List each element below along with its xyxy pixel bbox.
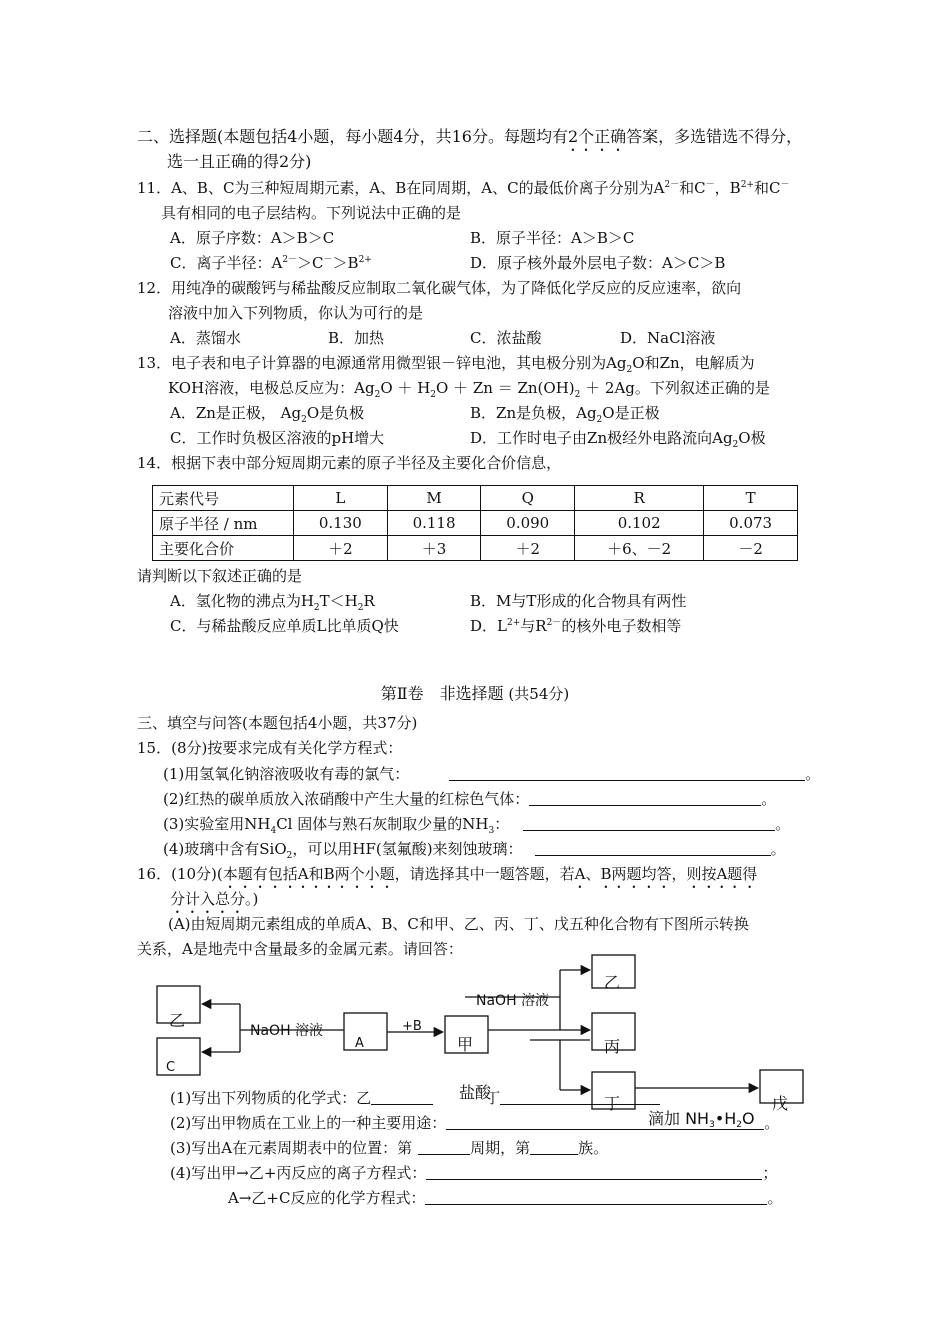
- q16-s4-end: ；: [762, 1164, 778, 1182]
- q16-sub5: [228, 1188, 782, 1208]
- table-cell: ＋2: [481, 536, 575, 561]
- q16-s3-b: 周期，第: [470, 1139, 531, 1157]
- answer-blank[interactable]: [425, 1190, 767, 1205]
- q15-s2-text: (2)红热的碳单质放入浓硝酸中产生大量的红棕色气体：: [163, 790, 530, 808]
- q13-l2-sub2: 2: [430, 390, 437, 400]
- table-cell: ＋3: [387, 536, 481, 561]
- label-dijia-c: O: [742, 1109, 755, 1128]
- q14-after: 请判断以下叙述正确的是: [137, 567, 303, 585]
- q12-line2: 溶液中加入下列物质，你认为可行的是: [168, 304, 424, 322]
- label-dijia-a: 滴加 NH: [648, 1109, 710, 1128]
- q15-s3-b: Cl 固体与熟石灰制取少量的NH: [276, 815, 489, 833]
- q11-line2: 具有相同的电子层结构。下列说法中正确的是: [161, 204, 462, 222]
- q16-l1-a: 16．(10分)(: [137, 865, 223, 883]
- q16-s3-c: 族。: [578, 1139, 609, 1157]
- q15-s1-end: 。: [805, 765, 821, 783]
- label-wu: 戊: [772, 1094, 789, 1113]
- q15-s3-a: (3)实验室用NH: [163, 815, 271, 833]
- label-dijia-b: •H: [714, 1109, 737, 1128]
- q12-option-a: A．蒸馏水: [170, 329, 241, 347]
- q15-s2-end: 。: [761, 790, 777, 808]
- q14-d-sup2: 2－: [546, 618, 562, 628]
- label-naoh-top: NaOH 溶液: [476, 993, 550, 1009]
- q11-option-b: B．原子半径：A＞B＞C: [470, 229, 635, 247]
- q11-c-c: ＞B: [332, 254, 359, 272]
- q16-l1-dots2: A、B两题均答，则按A题得: [574, 865, 758, 883]
- section2-title-a: 二、选择题(本题包括4小题，每小题4分，共16分。每题均有: [137, 127, 568, 146]
- q13-l1-a: 13．电子表和电子计算器的电源通常用微型银－锌电池，其电极分别为Ag: [137, 354, 627, 372]
- q16-l2-b: 。): [245, 890, 259, 908]
- q11-text-a: 11．A、B、C为三种短周期元素，A、B在同周期，A、C的最低价离子分别为A: [137, 179, 665, 197]
- q13-a-b: O是负极: [306, 404, 365, 422]
- q14-a-b: T＜H: [319, 592, 358, 610]
- q11-c-sup1: 2－: [282, 255, 298, 265]
- table-cell: 0.090: [481, 511, 575, 536]
- q13-l1-b: O和Zn，电解质为: [632, 354, 755, 372]
- q15-s3-sub2: 3: [488, 826, 495, 836]
- q16-l1-dots1: 本题有包括A和B两个小题: [222, 865, 395, 883]
- q12-option-d: D．NaCl溶液: [620, 329, 716, 347]
- part2-title-main: 第Ⅱ卷 非选择题: [380, 684, 504, 703]
- q14-a-sub1: 2: [313, 603, 320, 613]
- answer-blank[interactable]: [500, 1090, 660, 1105]
- label-jia: 甲: [457, 1035, 474, 1054]
- label-bing: 丙: [604, 1037, 621, 1056]
- q11-sup-c: －: [705, 180, 715, 190]
- label-naoh-left: NaOH 溶液: [250, 1023, 324, 1039]
- q15-s4-end: 。: [770, 840, 786, 858]
- q15-s4-b: ，可以用HF(氢氟酸)来刻蚀玻璃：: [292, 840, 523, 858]
- q11-text-c: ，B: [714, 179, 741, 197]
- q14-option-c: C．与稀盐酸反应单质L比单质Q快: [170, 617, 399, 635]
- q13-l2-b: O ＋ H: [380, 379, 431, 397]
- q12-option-b: B．加热: [328, 329, 385, 347]
- table-cell: 0.102: [575, 511, 704, 536]
- answer-blank[interactable]: [418, 1140, 470, 1155]
- q14-option-b: B．M与T形成的化合物具有两性: [470, 592, 687, 610]
- table-cell: M: [387, 486, 481, 511]
- q16-para-a2: 关系，A是地壳中含量最多的金属元素。请回答：: [137, 940, 463, 958]
- q13-d-sub: 2: [732, 440, 739, 450]
- q14-a-a: A．氢化物的沸点为H: [170, 592, 314, 610]
- q16-sub4: [170, 1163, 777, 1183]
- q14-d-sup1: 2+: [507, 618, 521, 628]
- q16-s1-ding: 丁: [485, 1089, 501, 1107]
- q12-option-c: C．浓盐酸: [470, 329, 542, 347]
- answer-blank[interactable]: [446, 1115, 764, 1130]
- section2-title-line2: 选一且正确的得2分): [167, 152, 312, 171]
- table-cell: 元素代号: [153, 486, 294, 511]
- table-cell: R: [575, 486, 704, 511]
- table-cell: 0.073: [704, 511, 798, 536]
- q16-s3-a: (3)写出A在元素周期表中的位置：第: [170, 1139, 413, 1157]
- table-cell: L: [294, 486, 388, 511]
- q16-s2-text: (2)写出甲物质在工业上的一种主要用途：: [170, 1114, 447, 1132]
- section3-title: 三、填空与问答(本题包括4小题，共37分): [137, 714, 418, 732]
- q15-s3-sub1: 4: [270, 826, 277, 836]
- q14-a-sub2: 2: [357, 603, 364, 613]
- label-a: A: [355, 1036, 364, 1051]
- q16-para-a1: (A)由短周期元素组成的单质A、B、C和甲、乙、丙、丁、戊五种化合物有下图所示转换: [168, 915, 749, 933]
- q16-s5-text: A→乙+C反应的化学方程式：: [228, 1189, 426, 1207]
- q11-option-a: A．原子序数：A＞B＞C: [170, 229, 335, 247]
- q11-c-a: C．离子半径：A: [170, 254, 283, 272]
- q14-d-c: 的核外电子数相等: [561, 617, 682, 635]
- q13-d-a: D．工作时电子由Zn极经外电路流向Ag: [470, 429, 733, 447]
- q16-s1-text: (1)写出下列物质的化学式：乙: [170, 1089, 372, 1107]
- q15-s4-a: (4)玻璃中含有SiO: [163, 840, 287, 858]
- table-cell: 原子半径 / nm: [153, 511, 294, 536]
- q15-s1-text: (1)用氢氧化钠溶液吸收有毒的氯气：: [163, 765, 410, 783]
- q16-sub3: [170, 1138, 608, 1158]
- q15-s3-end: 。: [775, 815, 791, 833]
- label-c: C: [166, 1060, 176, 1075]
- q13-l2-a: KOH溶液，电极总反应为：Ag: [168, 379, 375, 397]
- q13-l2-sub3: 2: [574, 390, 581, 400]
- q16-s4-text: (4)写出甲→乙+丙反应的离子方程式：: [170, 1164, 427, 1182]
- q11-sup-c2: －: [780, 180, 790, 190]
- q13-b-b: O是正极: [602, 404, 660, 422]
- q11-text-d: 和C: [753, 179, 781, 197]
- q13-l1-sub: 2: [626, 365, 633, 375]
- answer-blank[interactable]: [426, 1165, 762, 1180]
- answer-blank[interactable]: [530, 1140, 578, 1155]
- q15-s3-c: ：: [494, 815, 510, 833]
- q11-option-d: D．原子核外最外层电子数：A＞C＞B: [470, 254, 726, 272]
- q11-c-sup2: －: [323, 255, 333, 265]
- table-cell: －2: [704, 536, 798, 561]
- table-cell: ＋6、－2: [575, 536, 704, 561]
- table-cell: ＋2: [294, 536, 388, 561]
- table-cell: Q: [481, 486, 575, 511]
- label-ding: 丁: [604, 1094, 621, 1113]
- answer-blank[interactable]: [371, 1090, 433, 1105]
- q16-sub2: [170, 1113, 779, 1133]
- box-a: [344, 1013, 387, 1050]
- label-dijia-sub: 3: [709, 1120, 715, 1130]
- q14-d-b: 与R: [520, 617, 547, 635]
- q13-l2-c: O ＋ Zn ＝ Zn(OH): [436, 379, 575, 397]
- q16-l1-b: ，请选择其中一题答题，若: [394, 865, 575, 883]
- label-dijia-sub2: 2: [736, 1120, 743, 1130]
- q12-line1: 12．用纯净的碳酸钙与稀盐酸反应制取二氧化碳气体，为了降低化学反应的反应速率，欲向: [137, 279, 742, 297]
- q11-text-b: 和C: [679, 179, 706, 197]
- q11-c-sup3: 2+: [358, 255, 372, 265]
- q11-sup-a: 2－: [664, 180, 680, 190]
- q14-a-c: R: [363, 592, 375, 610]
- label-yi-left: 乙: [169, 1011, 186, 1030]
- q14-d-a: D．L: [470, 617, 507, 635]
- section2-title-dots: 2个正确: [567, 127, 627, 146]
- part2-score: (共54分): [503, 685, 570, 703]
- box-c: [157, 1038, 200, 1075]
- q15-s4-sub: 2: [286, 851, 293, 861]
- q13-b-sub: 2: [596, 415, 603, 425]
- table-cell: 0.130: [294, 511, 388, 536]
- table-cell: 主要化合价: [153, 536, 294, 561]
- q13-a-sub: 2: [301, 415, 307, 425]
- q16-l2-dots: 分计入总分: [170, 890, 246, 908]
- table-cell: 0.118: [387, 511, 481, 536]
- section2-title-b: 答案，多选错选不得分，: [626, 127, 803, 146]
- q14-line1: 14．根据下表中部分短周期元素的原子半径及主要化合价信息，: [137, 454, 562, 472]
- label-plus-b: +B: [402, 1019, 422, 1034]
- table-cell: T: [704, 486, 798, 511]
- q13-l2-d: ＋ 2Ag。下列叙述正确的是: [580, 379, 770, 397]
- q11-sup-b: 2+: [740, 180, 754, 190]
- q11-c-b: ＞C: [297, 254, 324, 272]
- q16-s5-end: 。: [767, 1189, 783, 1207]
- label-yi-right: 乙: [604, 973, 621, 992]
- q13-l2-sub1: 2: [374, 390, 381, 400]
- q13-b-a: B．Zn是负极，Ag: [470, 404, 597, 422]
- q13-option-c: C．工作时负极区溶液的pH增大: [170, 429, 385, 447]
- q13-a-a: A．Zn是正极， Ag: [170, 404, 302, 422]
- q13-d-b: O极: [738, 429, 766, 447]
- q15-line1: 15．(8分)按要求完成有关化学方程式：: [137, 739, 403, 757]
- label-yansuan: 盐酸: [459, 1083, 492, 1102]
- q16-sub1: [170, 1088, 660, 1108]
- q16-s2-end: 。: [764, 1114, 780, 1132]
